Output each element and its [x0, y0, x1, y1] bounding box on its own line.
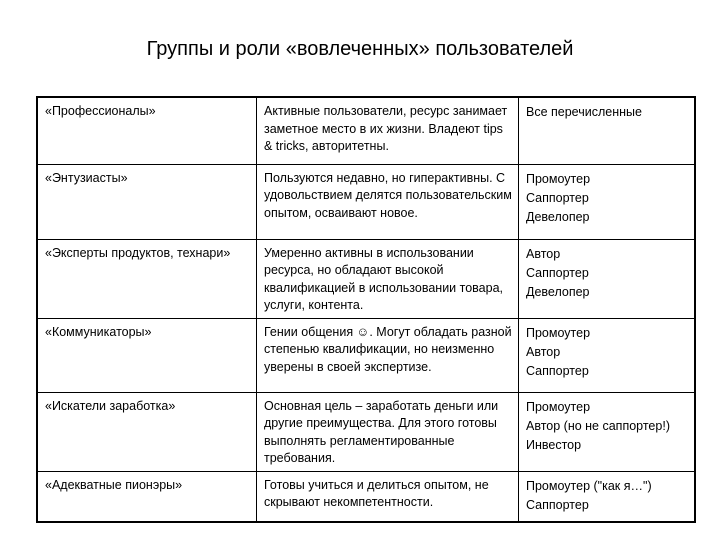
role-item: Девелопер: [526, 284, 590, 299]
roles-cell: [519, 392, 696, 471]
table-row: [37, 471, 695, 522]
group-cell: «Эксперты продуктов, технари»: [37, 239, 257, 318]
description-cell: Основная цель – заработать деньги или другие преимущества. Для этого готовы выполнять регламентированные требования.: [257, 392, 519, 471]
role-item: Промоутер ("как я…"): [526, 478, 652, 493]
role-item: Автор: [526, 344, 561, 359]
role-item: Все перечисленные: [526, 105, 642, 119]
group-cell: «Коммуникаторы»: [37, 318, 257, 392]
roles-cell: [519, 239, 696, 318]
slide-title: Группы и роли «вовлеченных» пользователей: [146, 38, 574, 60]
description-cell: Умеренно активны в использовании ресурса, но обладают высокой квалификацией в использовании товара, услуги, контента.: [257, 239, 519, 318]
role-item: Промоутер: [526, 325, 591, 340]
user-groups-table: [36, 96, 696, 523]
table-row: [37, 392, 695, 471]
group-cell: «Искатели заработка»: [37, 392, 257, 471]
group-cell: «Профессионалы»: [37, 97, 257, 164]
role-item: Саппортер: [526, 497, 589, 512]
role-item: Промоутер: [526, 171, 591, 186]
group-cell: «Адекватные пионэры»: [37, 471, 257, 522]
description-cell: Гении общения ☺. Могут обладать разной степенью квалификации, но неизменно уверены в своей экспертизе.: [257, 318, 519, 392]
description-cell: Готовы учиться и делиться опытом, не скрывают некомпетентности.: [257, 471, 519, 522]
role-item: Автор (но не саппортер!): [526, 418, 670, 433]
table-row: [37, 164, 695, 239]
roles-cell: [519, 471, 696, 522]
group-cell: «Энтузиасты»: [37, 164, 257, 239]
roles-cell: [519, 97, 696, 164]
table-row: [37, 97, 695, 164]
role-item: Саппортер: [526, 363, 589, 378]
role-item: Саппортер: [526, 190, 589, 205]
table-row: [37, 318, 695, 392]
role-item: Промоутер: [526, 399, 591, 414]
role-item: Саппортер: [526, 265, 589, 280]
description-cell: Пользуются недавно, но гиперактивны. С удовольствием делятся пользовательским опытом, осваивают новое.: [257, 164, 519, 239]
table-row: [37, 239, 695, 318]
role-item: Автор: [526, 246, 561, 261]
roles-cell: [519, 164, 696, 239]
role-item: Инвестор: [526, 437, 582, 452]
description-cell: Активные пользователи, ресурс занимает заметное место в их жизни. Владеют tips & tricks, авторитетны.: [257, 97, 519, 164]
role-item: Девелопер: [526, 209, 590, 224]
roles-cell: [519, 318, 696, 392]
